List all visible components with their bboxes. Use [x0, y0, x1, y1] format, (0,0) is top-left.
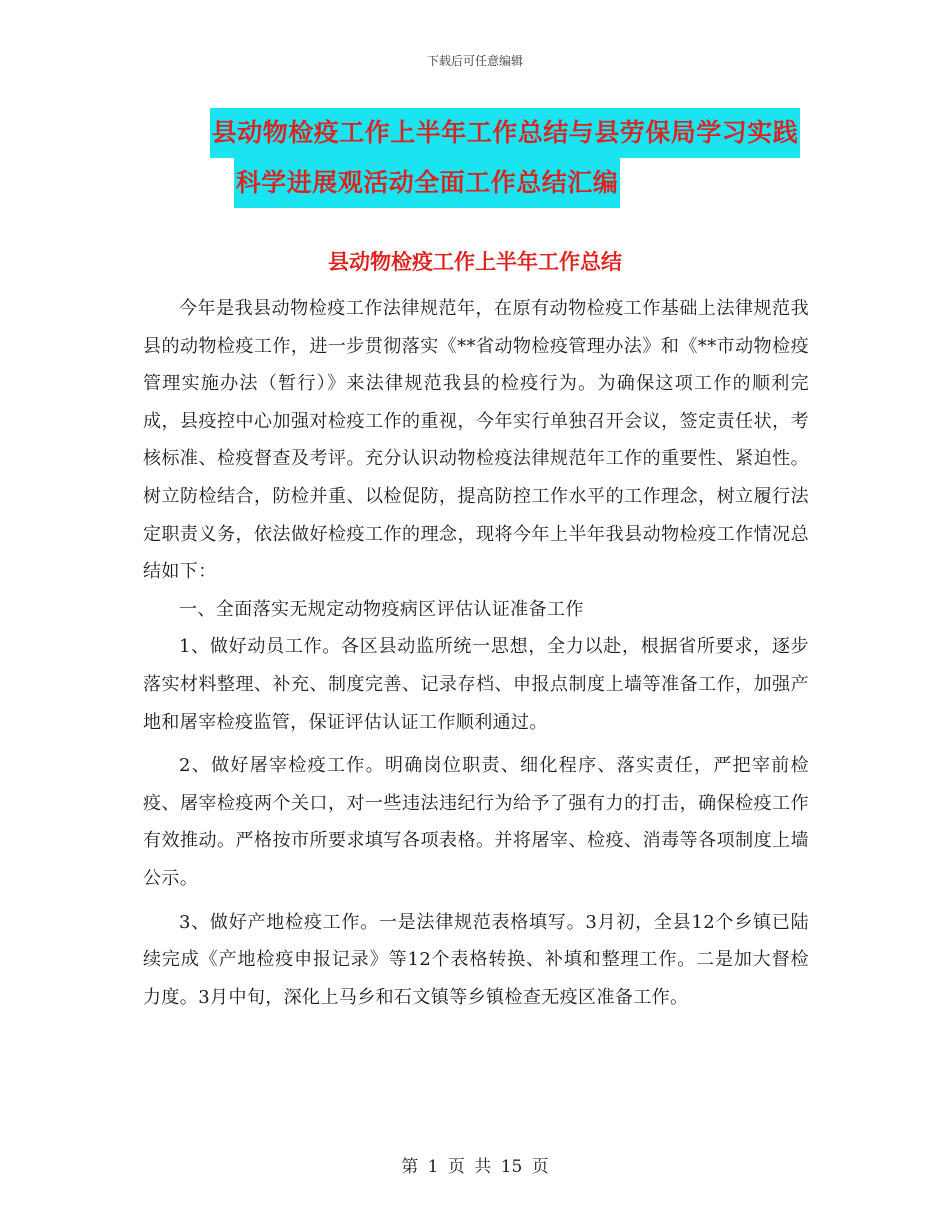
paragraph-item-2: 2、做好屠宰检疫工作。明确岗位职责、细化程序、落实责任，严把宰前检疫、屠宰检疫两个关口，对一些违法违纪行为给予了强有力的打击，确保检疫工作有效推动。严格按市所要求填写各项表格。并将屠宰、检疫、消毒等各项制度上墙公示。 [143, 755, 809, 889]
paragraph-intro: 今年是我县动物检疫工作法律规范年，在原有动物检疫工作基础上法律规范我县的动物检疫工作，进一步贯彻落实《**省动物检疫管理办法》和《**市动物检疫管理实施办法（暂行）》来法律规范我县的检疫行为。为确保这项工作的顺利完成，县疫控中心加强对检疫工作的重视，今年实行单独召开会议，签定责任状，考核标准、检疫督查及考评。充分认识动物检疫法律规范年工作的重要性、紧迫性。树立防检结合，防检并重、以检促防，提高防控工作水平的工作理念，树立履行法定职责义务，依法做好检疫工作的理念，现将今年上半年我县动物检疫工作情况总结如下： [143, 298, 809, 583]
section-title: 县动物检疫工作上半年工作总结 [328, 250, 622, 274]
page-number: 第 1 页 共 15 页 [401, 1157, 549, 1177]
document-title [0, 108, 950, 208]
document-title-line-1: 县动物检疫工作上半年工作总结与县劳保局学习实践 [210, 108, 801, 158]
document-body [143, 290, 809, 1016]
paragraph-item-3: 3、做好产地检疫工作。一是法律规范表格填写。3月初，全县12个乡镇已陆续完成《产地检疫申报记录》等12个表格转换、补填和整理工作。二是加大督检力度。3月中旬，深化上马乡和石文镇等乡镇检查无疫区准备工作。 [143, 911, 809, 1008]
paragraph-item-1: 1、做好动员工作。各区县动监所统一思想，全力以赴，根据省所要求，逐步落实材料整理、补充、制度完善、记录存档、申报点制度上墙等准备工作，加强产地和屠宰检疫监管，保证评估认证工作顺利通过。 [143, 636, 809, 733]
document-title-line-2: 科学进展观活动全面工作总结汇编 [234, 158, 621, 208]
header-note: 下载后可任意编辑 [426, 54, 523, 68]
paragraph-heading-1: 一、全面落实无规定动物疫病区评估认证准备工作 [179, 598, 584, 620]
